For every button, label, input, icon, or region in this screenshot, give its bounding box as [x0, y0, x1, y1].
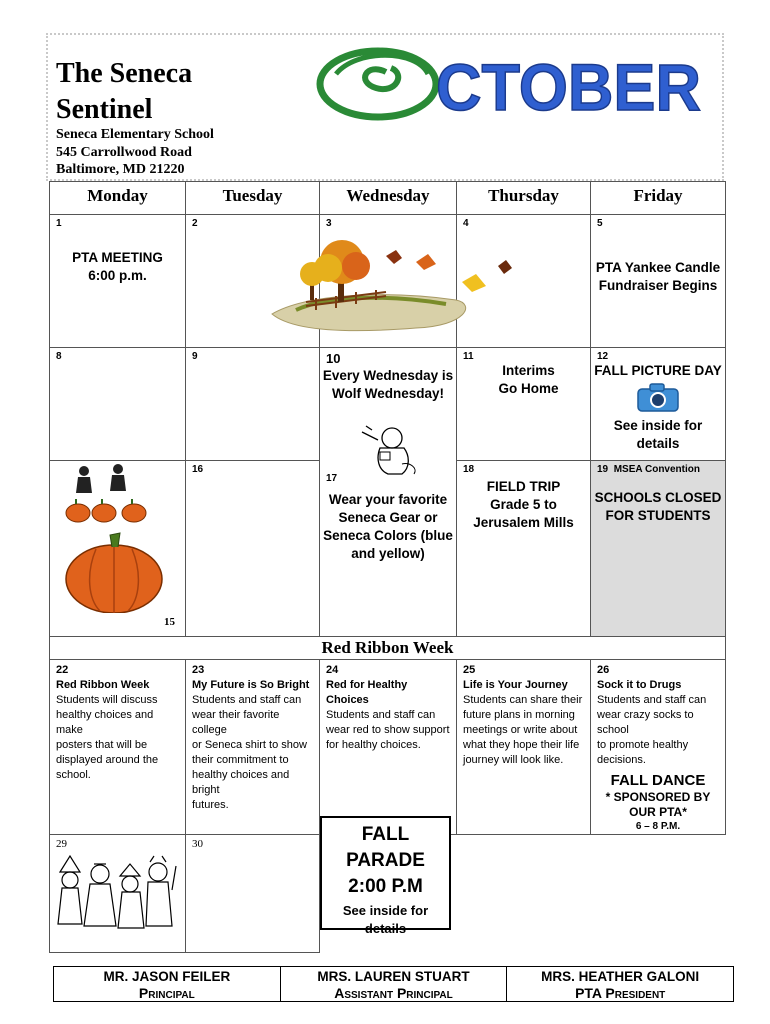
rrw-text: wear their favorite college: [192, 709, 280, 736]
gear-line-1: Wear your favorite: [328, 492, 448, 507]
rrw-text: displayed around the: [56, 754, 159, 766]
day-number: 3: [326, 218, 332, 229]
picture-day: FALL PICTURE DAY: [594, 363, 722, 378]
closed-line-2: FOR STUDENTS: [605, 508, 711, 523]
rrw-text: what they hope their life: [463, 739, 580, 751]
wolf-line-1: Every Wednesday is: [322, 368, 454, 383]
pumpkin-patch-illustration: [56, 463, 176, 613]
pta-meeting: [50, 249, 185, 285]
october-banner: [316, 44, 710, 126]
rrw-day-24: [320, 660, 456, 753]
day-number: 15: [164, 616, 175, 628]
staff-role: Principal: [138, 985, 195, 1001]
staff-footer: [53, 966, 734, 1002]
day-cell-30: [186, 835, 320, 953]
day-cell-15: [50, 461, 186, 637]
day-number: 4: [463, 218, 469, 229]
weekday-wednesday: Wednesday: [320, 182, 457, 215]
weekday-monday: Monday: [50, 182, 186, 215]
rrw-text: posters that will be: [56, 739, 148, 751]
details-label: details: [364, 921, 407, 936]
footer-assistant-principal: [281, 967, 508, 1001]
empty-cell: [591, 835, 726, 953]
day-cell-22: [50, 660, 186, 835]
parade-line-3: 2:00 P.M: [348, 876, 423, 897]
parade-details: [322, 902, 449, 938]
sponsored-line-1: * SPONSORED BY: [605, 790, 711, 804]
interims: [457, 362, 590, 398]
rrw-text: decisions.: [597, 754, 646, 766]
seneca-gear: [320, 491, 456, 563]
details-label: details: [636, 436, 680, 451]
candle-line-1: PTA Yankee Candle: [595, 260, 721, 275]
pta-meeting-label: PTA MEETING: [72, 250, 163, 265]
candle-fundraiser: [591, 259, 725, 295]
rrw-text: school.: [56, 769, 91, 781]
see-inside-label: See inside for: [613, 418, 703, 433]
day-cell-5: [591, 215, 726, 348]
staff-role: Assistant Principal: [334, 985, 453, 1001]
rrw-text: future plans in morning: [463, 709, 575, 721]
day-number: 29: [56, 838, 67, 850]
rrw-theme: Red for Healthy Choices: [326, 679, 408, 706]
dance-time: 6 – 8 P.M.: [635, 821, 681, 832]
day-cell-12: [591, 348, 726, 461]
rrw-text: healthy choices and bright: [192, 769, 290, 796]
rrw-text: wear red to show support: [326, 724, 450, 736]
footer-principal: [54, 967, 281, 1001]
footer-pta-president: [507, 967, 733, 1001]
see-inside-label: See inside for: [342, 903, 429, 918]
title-line-2: Sentinel: [56, 94, 153, 125]
day-number: 18: [463, 464, 475, 475]
rrw-day-22: [50, 660, 185, 783]
day-cell-9: [186, 348, 320, 461]
small-pumpkins: [66, 499, 146, 522]
rrw-text: Students and staff can: [597, 694, 707, 706]
gear-line-4: and yellow): [351, 546, 425, 561]
rrw-text: their commitment to: [192, 754, 289, 766]
day-number: 22: [56, 664, 69, 676]
staff-role: PTA President: [575, 985, 666, 1001]
parade-line-1: FALL: [361, 824, 410, 845]
sponsored-line-2: OUR PTA*: [629, 805, 687, 819]
rrw-text: meetings or write about: [463, 724, 578, 736]
day-number: 24: [326, 664, 339, 676]
weekday-thursday: Thursday: [457, 182, 591, 215]
day-cell-25: [457, 660, 591, 835]
school-address: [56, 126, 214, 179]
wolf-clipart: [358, 418, 422, 480]
day-cell-19: [591, 461, 726, 637]
interims-line-1: Interims: [502, 363, 555, 378]
newsletter-title: [56, 56, 256, 128]
day-number: 23: [192, 664, 205, 676]
rrw-theme: Red Ribbon Week: [56, 679, 150, 691]
rrw-text: healthy choices and make: [56, 709, 154, 736]
day-cell-11: [457, 348, 591, 461]
day-number: 8: [56, 351, 62, 362]
closed-line-1: SCHOOLS CLOSED: [594, 490, 722, 505]
day-cell-10-17: [320, 348, 457, 637]
rrw-text: Students can share their: [463, 694, 583, 706]
picture-day-details: [591, 417, 725, 453]
day-number: 30: [192, 838, 203, 850]
weekday-tuesday: Tuesday: [186, 182, 320, 215]
day-number: 16: [192, 464, 204, 475]
rrw-text: Students will discuss: [56, 694, 158, 706]
msea-label: MSEA Convention: [613, 464, 700, 475]
parade-line-2: PARADE: [346, 850, 425, 871]
swirl-o-logo: [320, 51, 436, 117]
staff-name: MR. JASON FEILER: [103, 969, 231, 984]
trip-line-1: FIELD TRIP: [486, 479, 561, 494]
rrw-text: Students and staff can: [192, 694, 302, 706]
rrw-text: or Seneca shirt to show: [192, 739, 307, 751]
month-banner-text: CTOBER: [436, 50, 701, 124]
school-street: 545 Carrollwood Road: [56, 144, 192, 160]
candle-line-2: Fundraiser Begins: [598, 278, 718, 293]
wolf-line-2: Wolf Wednesday!: [331, 386, 444, 401]
day-cell-26: [591, 660, 726, 835]
rrw-day-26: [591, 660, 725, 768]
fall-parade: [322, 822, 449, 900]
fall-dance-title: FALL DANCE: [610, 772, 706, 789]
title-line-1: The Seneca: [56, 58, 193, 89]
empty-cell: [457, 835, 591, 953]
day-cell-24: [320, 660, 457, 835]
weekday-friday: Friday: [591, 182, 726, 215]
kids-silhouettes: [76, 464, 126, 493]
rrw-text: for healthy choices.: [326, 739, 421, 751]
gear-line-2: Seneca Gear or: [338, 510, 438, 525]
trip-line-2: Grade 5 to: [490, 497, 557, 512]
red-ribbon-title: Red Ribbon Week: [50, 637, 726, 660]
day-number: 17: [326, 473, 338, 484]
rrw-text: to promote healthy: [597, 739, 689, 751]
day-cell-8: [50, 348, 186, 461]
rrw-theme: My Future is So Bright: [192, 679, 310, 691]
trip-line-3: Jerusalem Mills: [473, 515, 574, 530]
rrw-text: futures.: [192, 799, 229, 811]
day-number: 9: [192, 351, 198, 362]
day-number: 25: [463, 664, 476, 676]
schools-closed: [591, 489, 725, 525]
fall-parade-box: [320, 816, 451, 936]
staff-name: MRS. HEATHER GALONI: [541, 969, 700, 984]
day-number: 11: [463, 351, 474, 362]
autumn-trees-illustration: [266, 234, 514, 334]
day-cell-23: [186, 660, 320, 835]
camera-icon: [636, 383, 680, 413]
pumpkin-illustration: [66, 533, 162, 613]
wolf-wednesday: [320, 367, 456, 403]
school-name: Seneca Elementary School: [56, 127, 214, 142]
msea-convention: [591, 461, 725, 475]
day-number: 5: [597, 218, 603, 229]
rrw-text: wear crazy socks to school: [597, 709, 694, 736]
day-cell-1: [50, 215, 186, 348]
field-trip: [457, 478, 590, 532]
rrw-day-23: [186, 660, 319, 813]
day-number: 2: [192, 218, 198, 229]
day-number: 10: [326, 351, 341, 366]
day-number: 1: [56, 218, 62, 229]
rrw-day-25: [457, 660, 590, 768]
halloween-kids-clipart: [54, 854, 178, 936]
school-city: Baltimore, MD 21220: [56, 162, 185, 177]
day-number: 19: [597, 464, 609, 475]
rrw-text: journey will look like.: [463, 754, 564, 766]
staff-name: MRS. LAUREN STUART: [317, 969, 470, 984]
rrw-theme: Sock it to Drugs: [597, 679, 682, 691]
day-cell-18: [457, 461, 591, 637]
day-cell-16: [186, 461, 320, 637]
gear-line-3: Seneca Colors (blue: [323, 528, 453, 543]
day-number: 12: [597, 351, 609, 362]
rrw-text: Students and staff can: [326, 709, 436, 721]
rrw-theme: Life is Your Journey: [463, 679, 568, 691]
day-number: 26: [597, 664, 610, 676]
day-cell-29: [50, 835, 186, 953]
pta-meeting-time: 6:00 p.m.: [88, 268, 147, 283]
fall-dance: [591, 772, 725, 834]
interims-line-2: Go Home: [498, 381, 559, 396]
